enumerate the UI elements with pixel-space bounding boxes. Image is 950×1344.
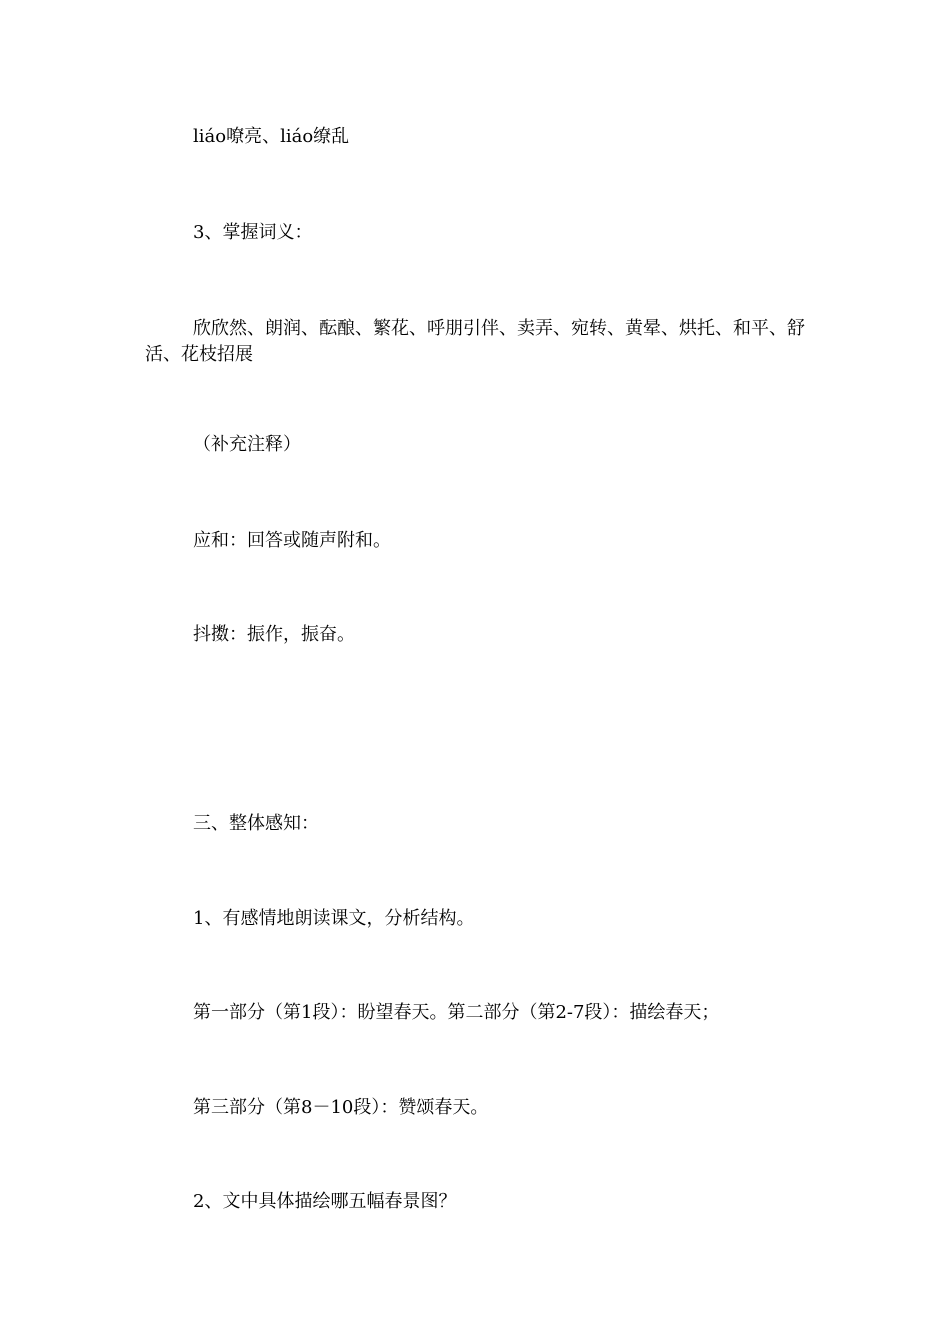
section-heading-vocabulary: 3、掌握词义： [193, 222, 313, 243]
pronunciation-line: liáo嘹亮、liáo缭乱 [193, 126, 350, 147]
question-five-scenes: 2、文中具体描绘哪五幅春景图？ [193, 1191, 457, 1212]
task-read-aloud: 1、有感情地朗读课文，分析结构。 [193, 908, 475, 929]
structure-part-3: 第三部分（第8－10段）：赞颂春天。 [193, 1097, 489, 1118]
supplementary-notes-heading: （补充注释） [193, 434, 301, 455]
definition-yinghe: 应和：回答或随声附和。 [193, 530, 391, 551]
structure-parts-1-2: 第一部分（第1段）：盼望春天。第二部分（第2-7段）：描绘春天； [193, 1002, 720, 1023]
vocabulary-list: 欣欣然、朗润、酝酿、繁花、呼朋引伴、卖弄、宛转、黄晕、烘托、和平、舒活、花枝招展 [145, 318, 805, 365]
definition-dousou: 抖擞：振作，振奋。 [193, 624, 355, 645]
section-heading-overall-perception: 三、整体感知： [193, 813, 319, 834]
